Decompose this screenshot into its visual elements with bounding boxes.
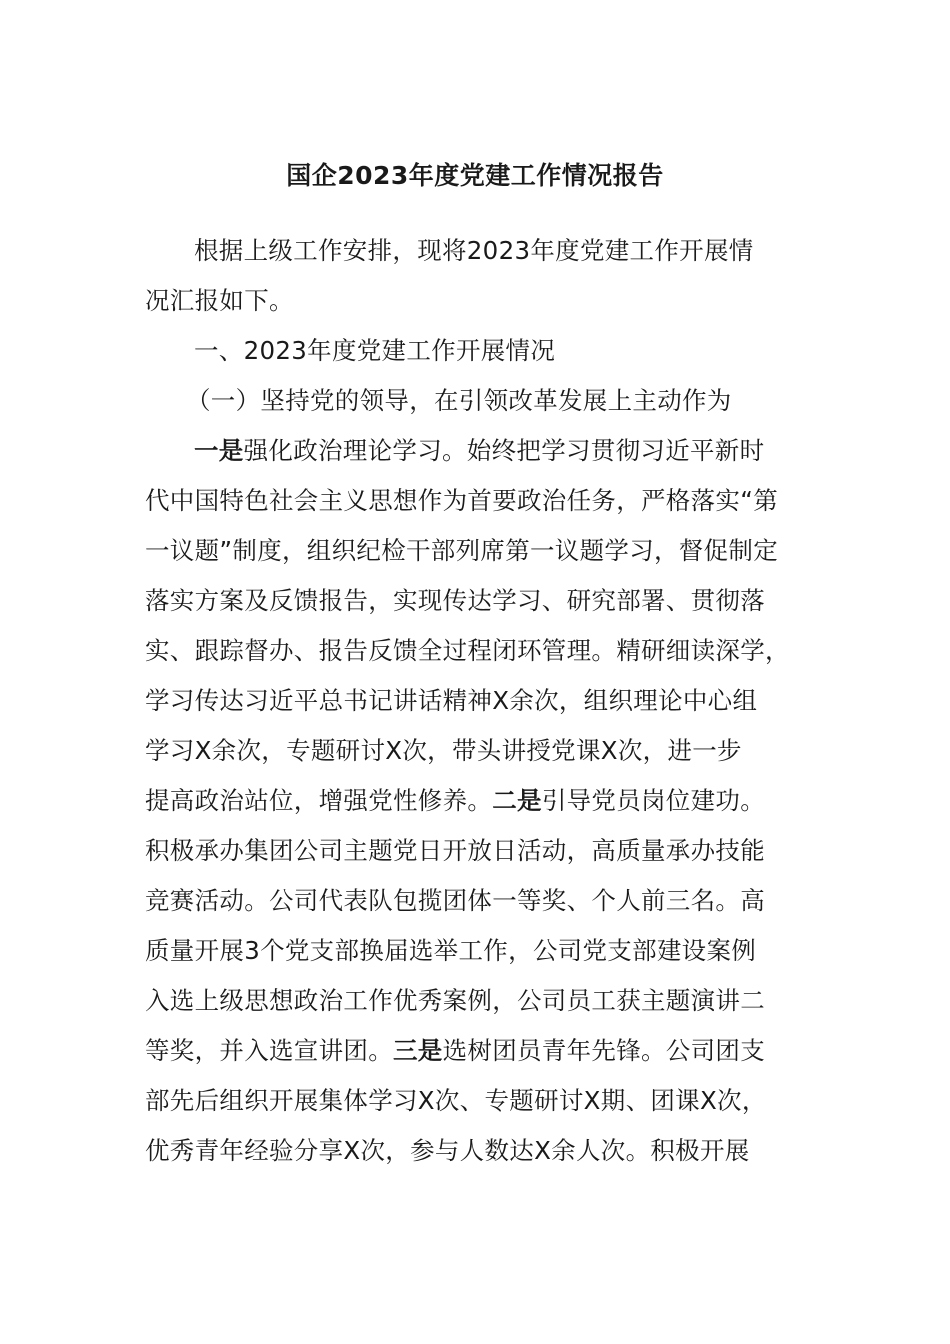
- text-run: 质量开展3个党支部换届选举工作，公司党支部建设案例: [145, 936, 757, 965]
- paragraph-line: [145, 881, 765, 921]
- text-run: 学习X余次，专题研讨X次，带头讲授党课X次，进一步: [145, 736, 742, 765]
- paragraph-line: [145, 981, 765, 1021]
- text-run: 代中国特色社会主义思想作为首要政治任务，严格落实“第: [145, 486, 778, 515]
- paragraph-line: [145, 831, 765, 871]
- paragraph-line: [194, 231, 754, 271]
- text-run: 入选上级思想政治工作优秀案例，公司员工获主题演讲二: [145, 986, 765, 1015]
- subsection-heading: [186, 381, 732, 421]
- paragraph-line: [145, 781, 765, 821]
- section-heading: [194, 331, 555, 371]
- text-run: 强化政治理论学习。始终把学习贯彻习近平新时: [243, 436, 765, 465]
- paragraph-line: [145, 1081, 767, 1121]
- text-run: （一）坚持党的领导，在引领改革发展上主动作为: [186, 386, 732, 415]
- text-run: 选树团员青年先锋。公司团支: [442, 1036, 766, 1065]
- paragraph-line: [145, 531, 778, 571]
- document-title: 国企2023年度党建工作情况报告: [286, 161, 664, 190]
- text-run: 部先后组织开展集体学习X次、专题研讨X期、团课X次，: [145, 1086, 767, 1115]
- paragraph-line: [145, 281, 294, 321]
- text-run: 况汇报如下。: [145, 286, 294, 315]
- text-run: 引导党员岗位建功。: [541, 786, 766, 815]
- paragraph-line: [194, 431, 764, 471]
- emphasis-text: 一是: [194, 436, 244, 465]
- text-run: 落实方案及反馈报告，实现传达学习、研究部署、贯彻落: [145, 586, 765, 615]
- paragraph-line: [145, 481, 778, 521]
- text-run: 等奖，并入选宣讲团。: [145, 1036, 393, 1065]
- paragraph-line: [145, 631, 790, 671]
- text-run: 优秀青年经验分享X次，参与人数达X余人次。积极开展: [145, 1136, 750, 1165]
- emphasis-text: 二是: [492, 786, 542, 815]
- text-run: 提高政治站位，增强党性修养。: [145, 786, 493, 815]
- paragraph-line: [145, 731, 742, 771]
- text-run: 竞赛活动。公司代表队包揽团体一等奖、个人前三名。高: [145, 886, 765, 915]
- paragraph-line: [145, 1031, 765, 1071]
- text-run: 一、2023年度党建工作开展情况: [194, 336, 556, 365]
- emphasis-text: 三是: [393, 1036, 443, 1065]
- text-run: 积极承办集团公司主题党日开放日活动，高质量承办技能: [145, 836, 765, 865]
- paragraph-line: [145, 931, 756, 971]
- paragraph-line: [145, 1131, 750, 1171]
- text-run: 实、跟踪督办、报告反馈全过程闭环管理。精研细读深学，: [145, 636, 790, 665]
- paragraph-line: [145, 681, 757, 721]
- text-run: 根据上级工作安排，现将2023年度党建工作开展情: [194, 236, 754, 265]
- text-run: 一议题”制度，组织纪检干部列席第一议题学习，督促制定: [145, 536, 778, 565]
- text-run: 学习传达习近平总书记讲话精神X余次，组织理论中心组: [145, 686, 758, 715]
- paragraph-line: [145, 581, 765, 621]
